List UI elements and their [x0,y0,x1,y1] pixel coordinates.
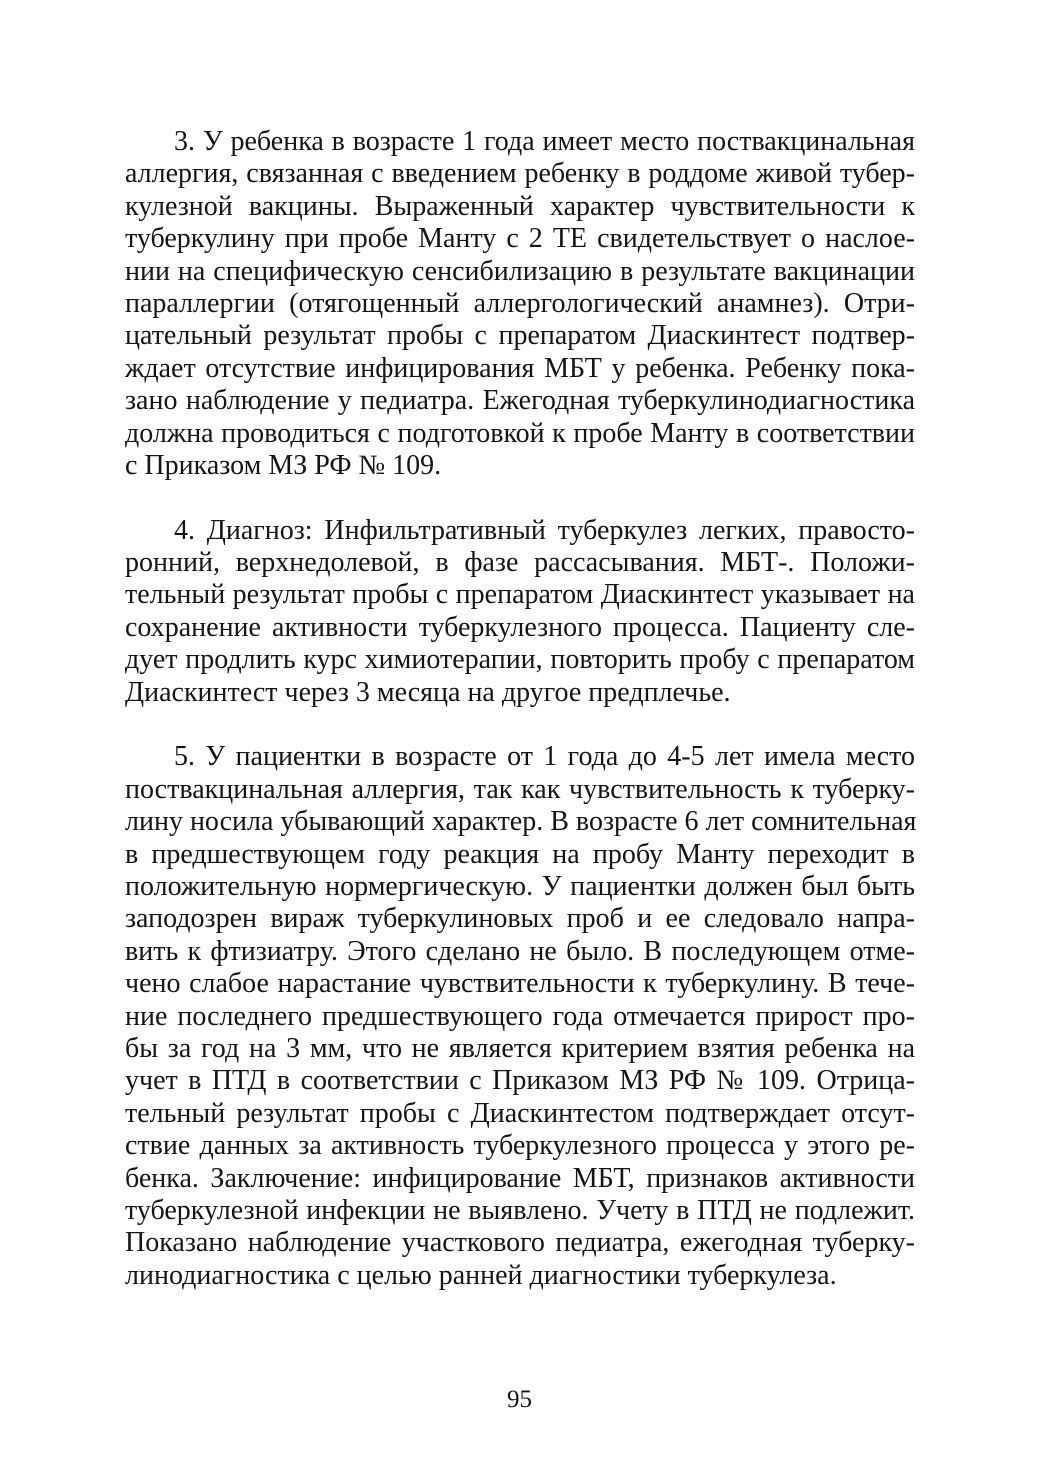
text-line: бенка. Заключение: инфицирование МБТ, признаков активности [125,1162,915,1194]
text-line: Показано наблюдение участкового педиатра, ежегодная туберку- [125,1227,915,1259]
text-line: чено слабое нарастание чувствительности к туберкулину. В тече- [125,968,915,1000]
text-line: линодиагностика с целью ранней диагностики туберкулеза. [125,1259,837,1291]
paragraph-spacer [125,709,915,741]
text-line: должна проводиться с подготовкой к пробе Манту в соответствии [125,417,915,449]
text-line: параллергии (отягощенный аллергологический анамнез). Отри- [125,287,915,319]
paragraph-spacer [125,482,915,514]
text-line: цательный результат пробы с препаратом Диаскинтест подтвер- [125,320,915,352]
text-line: Диаскинтест через 3 месяца на другое предплечье. [125,676,731,708]
text-line: ждает отсутствие инфицирования МБТ у ребенка. Ребенку пока- [125,352,915,384]
text-line: аллергия, связанная с введением ребенку в роддоме живой тубер- [125,158,915,190]
paragraph-5 [125,741,915,1292]
paragraph-3 [125,126,915,482]
text-line: с Приказом МЗ РФ № 109. [125,449,442,481]
text-line: ронний, верхнедолевой, в фазе рассасывания. МБТ-. Положи- [125,547,915,579]
text-line: тельный результат пробы с препаратом Диаскинтест указывает на [125,579,915,611]
text-line: дует продлить курс химиотерапии, повторить пробу с препаратом [125,644,915,676]
text-line: тельный результат пробы с Диаскинтестом подтверждает отсут- [125,1097,915,1129]
page-body [125,126,915,1292]
page-number: 95 [507,1386,532,1413]
text-line: туберкулезной инфекции не выявлено. Учету в ПТД не подлежит. [125,1194,915,1226]
text-line: в предшествующем году реакция на пробу Манту переходит в [125,838,915,870]
text-line: сохранение активности туберкулезного процесса. Пациенту сле- [125,611,915,643]
text-line: туберкулину при пробе Манту с 2 ТЕ свидетельствует о наслое- [125,223,915,255]
text-line: кулезной вакцины. Выраженный характер чувствительности к [125,190,915,222]
text-line: ние последнего предшествующего года отмечается прирост про- [125,1000,915,1032]
text-line: вить к фтизиатру. Этого сделано не было. В последующем отме- [125,935,915,967]
text-line: зано наблюдение у педиатра. Ежегодная туберкулинодиагностика [125,385,915,417]
text-line: 5. У пациентки в возрасте от 1 года до 4-5 лет имела место [174,741,915,773]
text-line: 4. Диагноз: Инфильтративный туберкулез легких, правосто- [174,514,915,546]
text-line: лину носила убывающий характер. В возрасте 6 лет сомнительная [125,806,917,838]
text-line: ствие данных за активность туберкулезного процесса у этого ре- [125,1130,915,1162]
text-line: поствакцинальная аллергия, так как чувствительность к туберку- [125,773,915,805]
text-line: 3. У ребенка в возрасте 1 года имеет место поствакцинальная [174,126,915,157]
paragraph-4 [125,515,915,709]
text-line: учет в ПТД в соответствии с Приказом МЗ РФ № 109. Отрица- [125,1065,915,1097]
text-line: нии на специфическую сенсибилизацию в результате вакцинации [125,255,915,287]
text-line: бы за год на 3 мм, что не является критерием взятия ребенка на [125,1032,915,1064]
text-line: положительную нормергическую. У пациентки должен был быть [125,870,915,902]
text-line: заподозрен вираж туберкулиновых проб и ее следовало напра- [125,903,915,935]
